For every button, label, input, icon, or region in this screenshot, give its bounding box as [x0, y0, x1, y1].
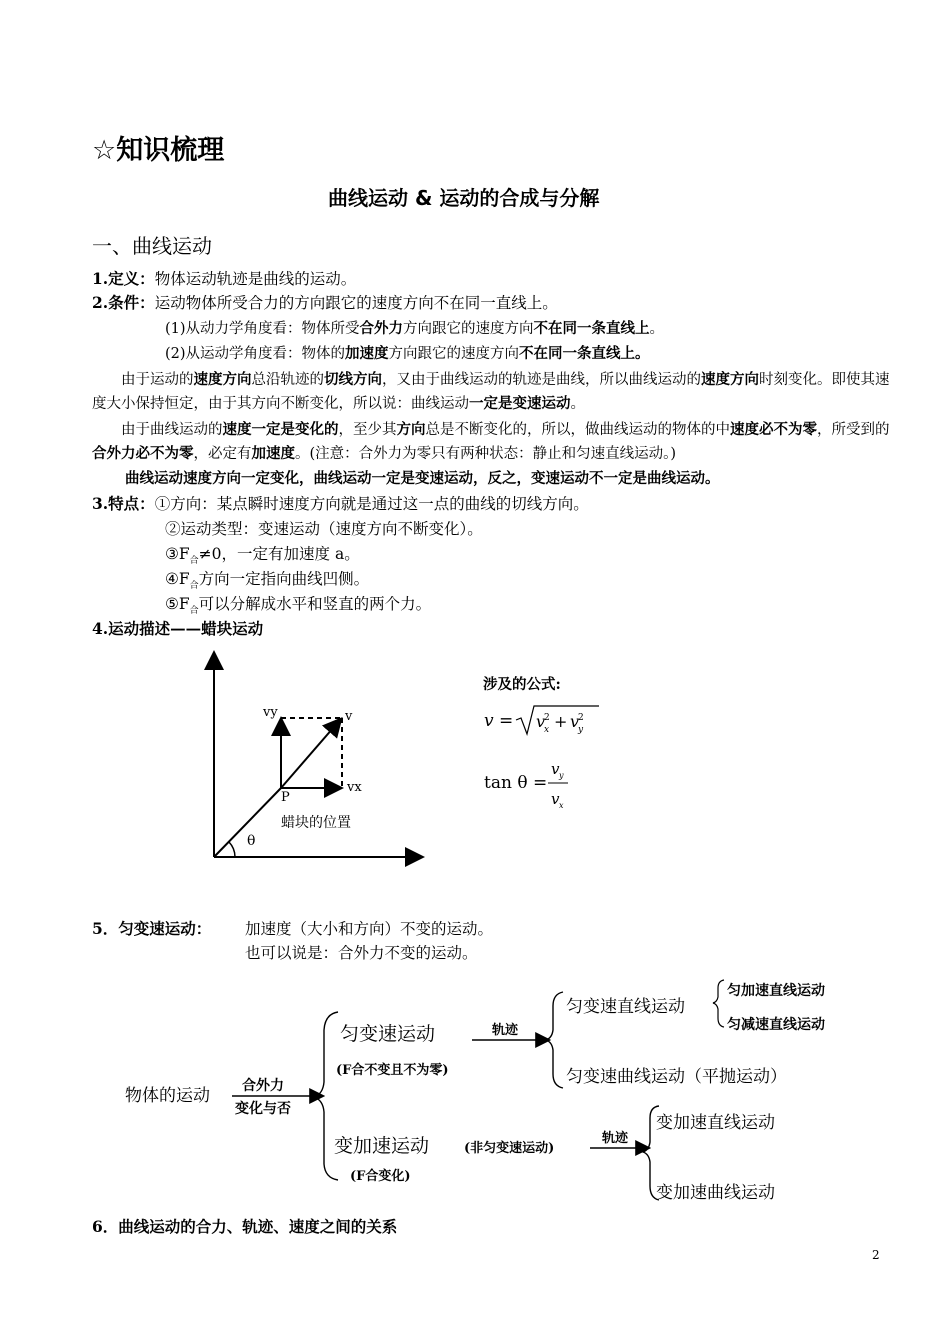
branch-uniform: 匀变速运动 — [340, 1023, 436, 1045]
uniform-accel-linear: 匀加速直线运动 — [727, 983, 825, 999]
uniform-decel-linear: 匀减速直线运动 — [727, 1017, 825, 1033]
vy-term: v — [570, 712, 580, 731]
vy-sub: y — [578, 725, 584, 735]
vx-label: vx — [347, 780, 362, 795]
path-label-2: 轨迹 — [602, 1131, 629, 1146]
motion-description-label: 4.运动描述——蜡块运动 — [92, 619, 264, 638]
formula-speed — [484, 700, 604, 740]
formula-tan-lhs: tan θ = — [484, 773, 548, 793]
v-arrow — [281, 720, 340, 788]
vy-label: vy — [263, 705, 278, 720]
brace-linear — [713, 980, 724, 1027]
path-label-1: 轨迹 — [492, 1023, 519, 1038]
vx-term: v — [536, 712, 546, 731]
page-number: 2 — [872, 1248, 880, 1262]
heading: ☆知识梳理 — [92, 135, 225, 166]
uniform-line1: 加速度（大小和方向）不变的运动。 — [245, 920, 494, 938]
edge-bottom: 变化与否 — [235, 1101, 291, 1117]
motion-classification-tree — [100, 970, 880, 1220]
feature-4: $④F_合$方向一定指向曲线凹侧。 — [165, 570, 370, 592]
paragraph-1: 由于运动的速度方向总沿轨迹的切线方向，又由于曲线运动的轨迹是曲线，所以曲线运动的速度方向时刻变化。即使其速度大小保持恒定，由于其方向不断变化，所以说：曲线运动一定是变速运动。 — [92, 371, 890, 412]
tan-denominator: v — [551, 790, 560, 808]
theta-arc — [229, 842, 235, 857]
variable-linear: 变加速直线运动 — [656, 1113, 775, 1133]
vx-sub: x — [544, 725, 550, 735]
edge-top: 合外力 — [242, 1078, 284, 1094]
formula-label: 涉及的公式: — [483, 676, 561, 693]
vx-sq: 2 — [544, 713, 550, 723]
tan-num-sub: y — [559, 771, 564, 780]
condition: 2.条件：运动物体所受合力的方向跟它的速度方向不在同一直线上。 — [92, 293, 558, 312]
summary: 曲线运动速度方向一定变化，曲线运动一定是变速运动，反之，变速运动不一定是曲线运动。 — [125, 470, 720, 487]
condition-2: (2)从运动学角度看：物体的加速度方向跟它的速度方向不在同一条直线上。 — [165, 345, 650, 362]
wax-block-diagram — [195, 648, 435, 868]
section-6: 6．曲线运动的合力、轨迹、速度之间的关系 — [92, 1217, 398, 1236]
feature-5: $⑤F_合$可以分解成水平和竖直的两个力。 — [165, 595, 432, 617]
paragraph-2: 由于曲线运动的速度一定是变化的，至少其方向总是不断变化的，所以，做曲线运动的物体的中速度必不为零，所受到的合外力必不为零，必定有加速度。(注意：合外力为零只有两种状态：静止和匀速直线运动。) — [92, 421, 890, 462]
formula-tan — [484, 758, 594, 814]
tan-den-sub: x — [559, 801, 564, 810]
uniform-linear: 匀变速直线运动 — [566, 997, 685, 1017]
section-heading: 一、曲线运动 — [92, 234, 212, 258]
features-label: 3.特点：①方向：某点瞬时速度方向就是通过这一点的曲线的切线方向。 — [92, 494, 589, 513]
feature-3: $③F_合\ne 0$，一定有加速度 a。 — [165, 545, 360, 567]
formula-speed-lhs: v = — [484, 711, 514, 731]
uniform-line2: 也可以说是：合外力不变的运动。 — [245, 944, 478, 962]
tree-root: 物体的运动 — [125, 1086, 210, 1106]
variable-curved: 变加速曲线运动 — [656, 1183, 775, 1203]
plus: + — [554, 712, 568, 731]
uniform-label: 5．匀变速运动： — [92, 919, 212, 938]
position-label: 蜡块的位置 — [281, 815, 351, 831]
vy-sq: 2 — [578, 713, 584, 723]
branch-uniform-note: (F合不变且不为零) — [336, 1063, 449, 1078]
tan-numerator: v — [551, 760, 560, 778]
brace-uniform — [546, 992, 563, 1088]
definition: 1.定义：物体运动轨迹是曲线的运动。 — [92, 269, 357, 288]
theta-label: θ — [247, 833, 256, 849]
v-label: v — [345, 709, 353, 724]
uniform-curved: 匀变速曲线运动（平抛运动） — [566, 1067, 787, 1087]
branch-variable: 变加速运动 — [334, 1135, 430, 1157]
branch-variable-note2: (F合变化) — [350, 1169, 411, 1184]
branch-variable-note: (非匀变速运动) — [464, 1141, 555, 1156]
p-label: P — [281, 790, 290, 805]
feature-2: ②运动类型：变速运动（速度方向不断变化）。 — [165, 520, 483, 538]
page-title: 曲线运动 & 运动的合成与分解 — [328, 186, 600, 210]
condition-1: (1)从动力学角度看：物体所受合外力方向跟它的速度方向不在同一条直线上。 — [165, 320, 665, 337]
